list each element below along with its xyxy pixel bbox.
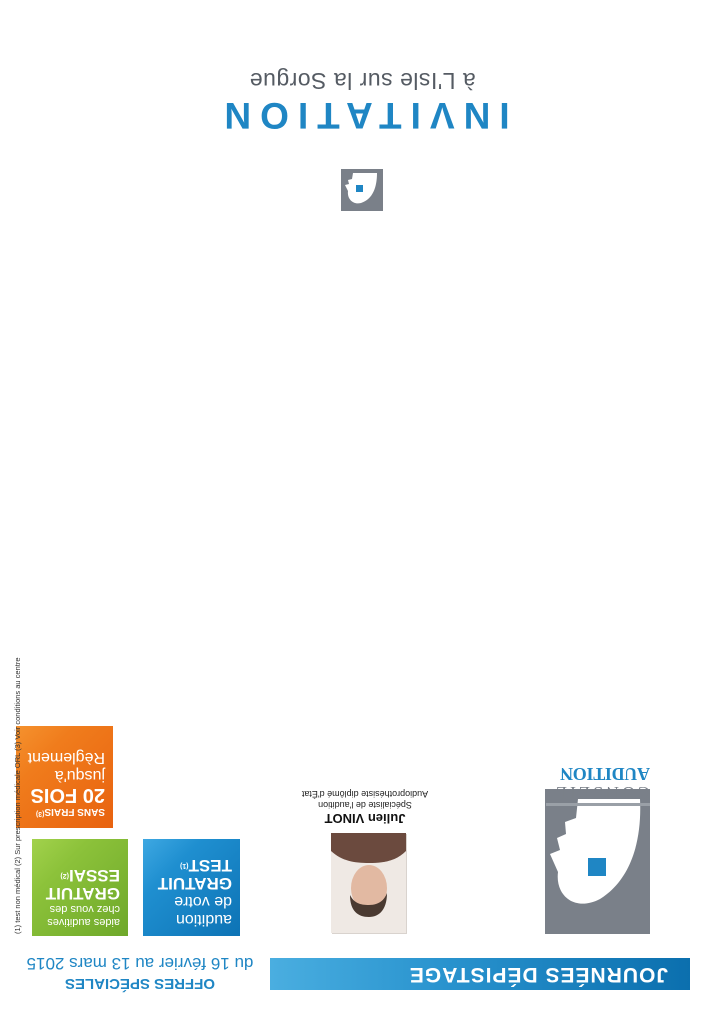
offer-tile-reglement [16, 726, 113, 828]
offer-test-line3: audition [175, 911, 232, 928]
audiologist-role-line-1: Audioprothésiste diplômé d'État [301, 789, 429, 799]
offer-reglement-line1: Règlement [27, 749, 105, 766]
offer-essai-line1: GRATUIT [45, 884, 120, 903]
offer-test-title: TEST [188, 856, 232, 875]
offer-reglement-line2: jusqu'à [54, 767, 105, 784]
offer-test-line1: GRATUIT [157, 874, 232, 893]
offer-reglement-line3: 20 FOIS [30, 784, 105, 806]
brand-name-2: CONSEIL [553, 783, 650, 803]
offres-speciales [25, 952, 255, 992]
offres-heading: OFFRES SPÉCIALES [64, 975, 216, 992]
audiologist-role-line-2: Spécialiste de l'audition [318, 800, 412, 810]
audition-conseil-logo-large-icon [545, 789, 650, 934]
audiologist-name: Julien VINOT [324, 811, 406, 826]
offer-tile-essai [32, 839, 128, 936]
journees-depistage-banner: JOURNÉES DÉPISTAGE [270, 958, 690, 990]
offres-dates: du 16 février au 13 mars 2015 [26, 954, 254, 973]
offer-essai-line3: aides auditives [47, 916, 120, 928]
invitation-title: INVITATION [215, 95, 510, 136]
offer-tile-test [143, 839, 240, 936]
footnote-text: (1) test non médical (2) Sur prescription médicale ORL (3) Voir conditions au centre [13, 657, 22, 934]
audition-conseil-logo-icon [341, 169, 383, 211]
offer-essai-title: ESSAI [68, 866, 120, 885]
brand-wordmark [540, 764, 650, 807]
offer-test-line2: de votre [174, 893, 232, 910]
offer-test-note: (1) [179, 862, 189, 869]
footnote [11, 657, 25, 934]
audiologist-role [275, 788, 455, 810]
brand-rule [546, 803, 650, 806]
offer-essai-line2: chez vous des [49, 903, 120, 915]
audiologist-photo [332, 834, 407, 934]
brand-name-1: AUDITION [560, 764, 650, 784]
offer-essai-note: (2) [60, 872, 69, 879]
invitation-location: à L'Isle sur la Sorgue [249, 68, 476, 94]
offer-reglement-note: (3) [35, 810, 45, 817]
offer-reglement-line4: SANS FRAIS [44, 806, 105, 817]
